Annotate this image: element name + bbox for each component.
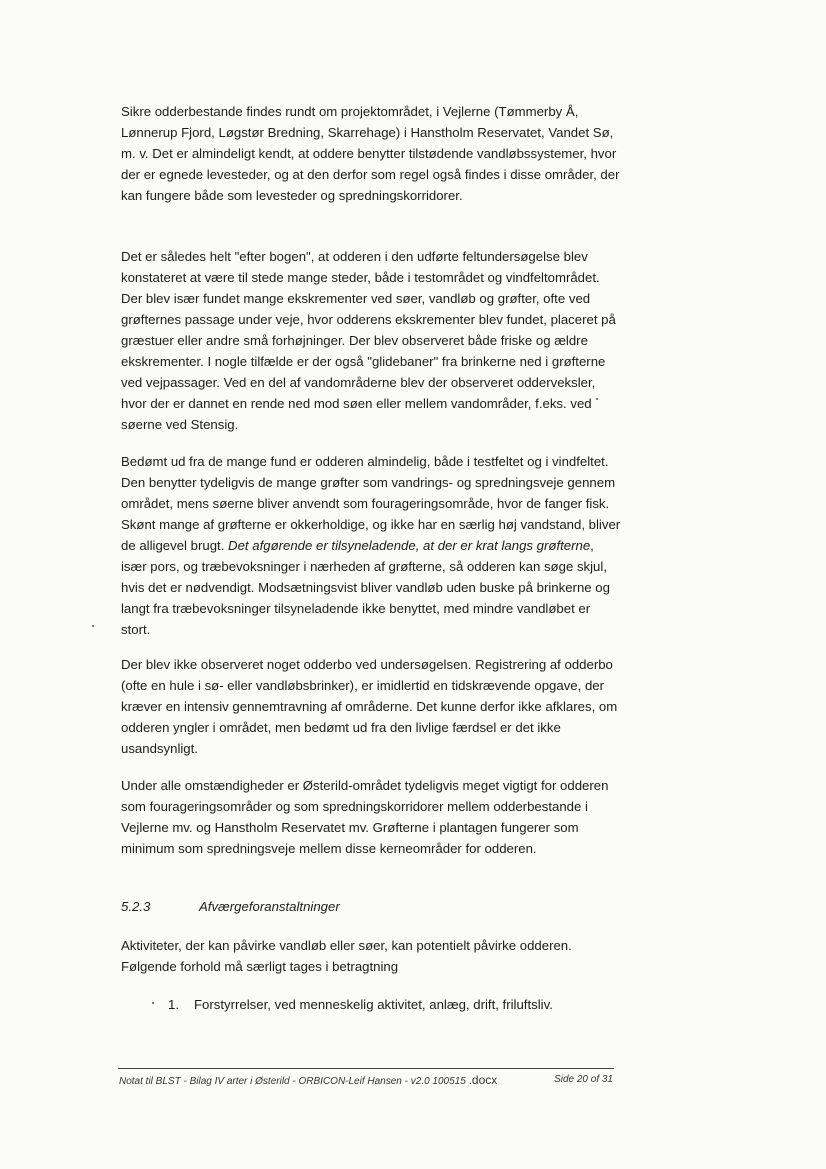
section-number: 5.2.3 — [121, 899, 151, 914]
list-item-text: Forstyrrelser, ved menneskelig aktivitet, anlæg, drift, friluftsliv. — [194, 997, 553, 1012]
paragraph-activities: Aktiviteter, der kan påvirke vandløb eller søer, kan potentielt påvirke odderen. Følgende forhold må særligt tages i betragtning — [121, 938, 572, 974]
paragraph-assessment — [121, 451, 621, 640]
paragraph-odder-populations: Sikre odderbestande findes rundt om projektområdet, i Vejlerne (Tømmerby Å, Lønnerup Fjord, Løgstør Bredning, Skarrehage) i Hanstholm Reservatet, Vandet Sø, m. v. Det er almindeligt kendt, at oddere benytter tilstødende vandløbssystemer, hvor der er egnede levesteder, og at den derfor som regel også findes i disse områder, der kan fungere både som levesteder og spredningskorridorer. — [121, 104, 620, 203]
page-footer — [119, 1072, 613, 1090]
list-item — [168, 995, 553, 1015]
list-item-number: 1. — [168, 997, 179, 1012]
footer-page-number: Side 20 of 31 — [554, 1074, 613, 1085]
scan-speck — [92, 625, 94, 627]
assessment-text-start: Bedømt ud fra de mange fund er odderen almindelig, både i testfeltet og i vindfeltet. Den benytter tydeligvis de mange grøfter som vandrings- og spredningsveje gennem området, mens søerne bliver anvendt som fourageringsområde, hvor de fanger fisk. Skønt mange af grøfterne er okkerholdige, og ikke har en særlig høj vandstand, bliver de alligevel brugt. — [121, 454, 621, 553]
footer-file-extension: .docx — [468, 1073, 498, 1087]
paragraph-field-survey: Det er således helt "efter bogen", at odderen i den udførte feltundersøgelse blev konstateret at være til stede mange steder, både i testområdet og vindfeltområdet. Der blev især fundet mange ekskrementer ved søer, vandløb og grøfter, ofte ved grøfternes passage under veje, hvor odderens ekskrementer blev fundet, placeret på græstuer eller andre små forhøjninger. Der blev observeret både friske og ældre ekskrementer. I nogle tilfælde er der også "glidebaner" fra brinkerne ned i grøfterne ved vejpassager. Ved en del af vandområderne blev der observeret odderveksler, hvor der er dannet en rende ned mod søen eller mellem vandområder, f.eks. ved søerne ved Stensig. — [121, 249, 616, 432]
assessment-text-end: , især pors, og træbevoksninger i nærheden af grøfterne, så odderen kan søge skjul, hvis det er nødvendigt. Modsætningsvist bliver vandløb uden buske på brinkerne og langt fra træbevoksninger tilsyneladende ikke benyttet, med mindre vandløbet er stort. — [121, 538, 610, 637]
paragraph-osterild-importance: Under alle omstændigheder er Østerild-området tydeligvis meget vigtigt for odderen som fourageringsområder og som spredningskorridorer mellem odderbestande i Vejlerne mv. og Hanstholm Reservatet mv. Grøfterne i plantagen fungerer som minimum som spredningsveje mellem disse kerneområder for odderen. — [121, 778, 609, 856]
assessment-emphasis: Det afgørende er tilsyneladende, at der er krat langs grøfterne — [228, 538, 591, 553]
section-heading — [121, 897, 340, 917]
footer-document-info: Notat til BLST - Bilag IV arter i Østerild - ORBICON-Leif Hansen - v2.0 100515 — [119, 1076, 469, 1087]
footer-divider — [118, 1068, 614, 1069]
scan-speck — [152, 1002, 154, 1004]
section-title: Afværgeforanstaltninger — [199, 899, 340, 914]
paragraph-odderbo: Der blev ikke observeret noget odderbo ved undersøgelsen. Registrering af odderbo (ofte en hule i sø- eller vandløbsbrinker), er imidlertid en tidskrævende opgave, der kræver en intensiv gennemtravning af områderne. Det kunne derfor ikke afklares, om odderen yngler i området, men bedømt ud fra den livlige færdsel er det ikke usandsynligt. — [121, 657, 618, 756]
scan-speck — [596, 398, 598, 400]
